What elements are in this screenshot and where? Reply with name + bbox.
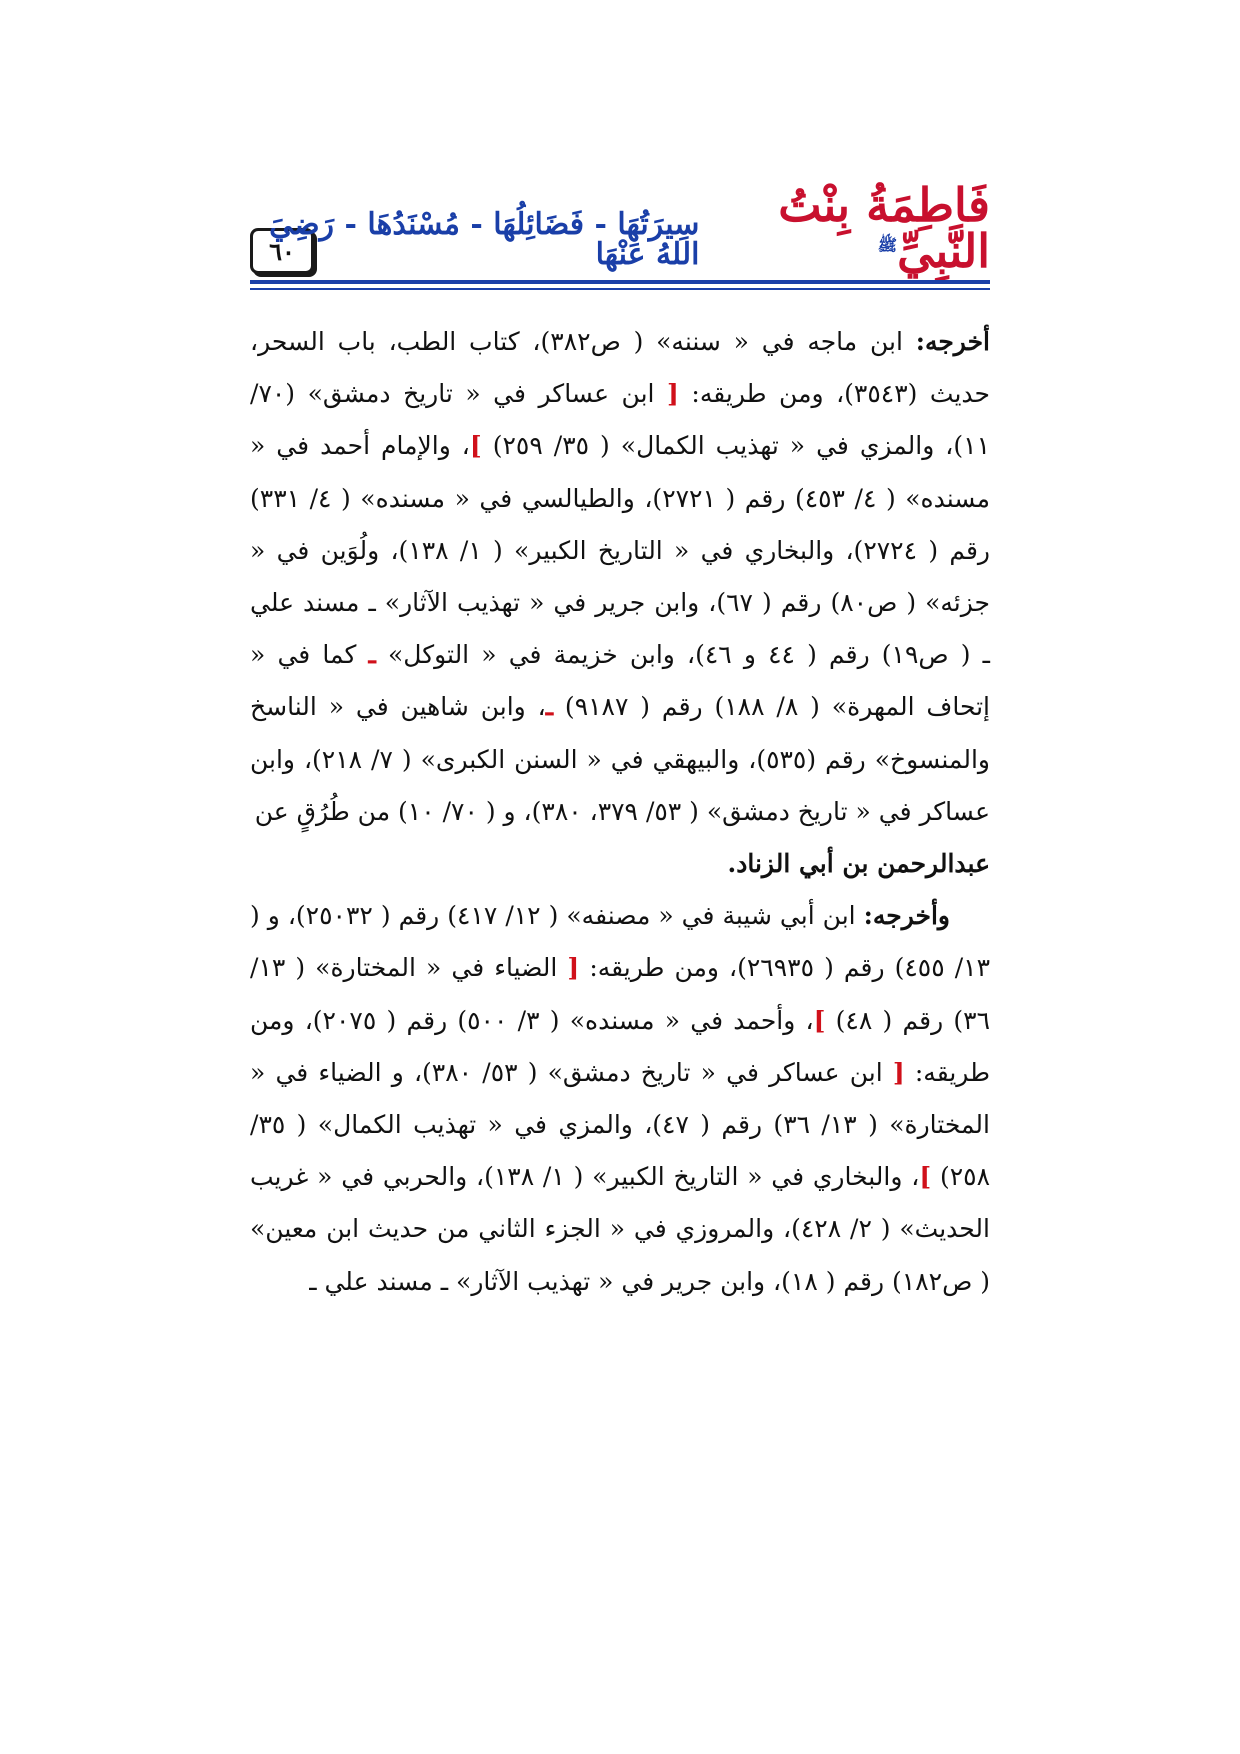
paragraph-1-text-b: ابن عساكر في « تاريخ دمشق» (٧٠/ ١١)، والمزي في « تهذيب الكمال» ( ٣٥/ ٢٥٩) bbox=[250, 379, 990, 461]
bracket-close: ] bbox=[919, 1162, 932, 1192]
paragraph-1-ending: عبدالرحمن بن أبي الزناد. bbox=[727, 849, 990, 879]
page-number: ٦٠ bbox=[250, 228, 314, 274]
paragraph-1-text-d: كما في « إتحاف المهرة» ( ٨/ ١٨٨) رقم ( ٩١٨٧) bbox=[250, 640, 990, 722]
red-dash: ـ bbox=[545, 692, 554, 722]
bracket-open: [ bbox=[892, 1057, 905, 1087]
paragraph-2-text-a: ابن أبي شيبة في « مصنفه» ( ١٢/ ٤١٧) رقم ( ٢٥٠٣٢)، و ( ١٣/ ٤٥٥) رقم ( ٢٦٩٣٥)، ومن طريقه: bbox=[250, 901, 990, 983]
honorific-mark: ﷺ bbox=[877, 235, 898, 255]
bracket-open: [ bbox=[567, 953, 580, 983]
paragraph-2 bbox=[250, 890, 990, 1308]
bracket-close: ] bbox=[813, 1005, 826, 1035]
book-title-main-text: فَاطِمَةُ بِنْتُ النَّبِيِّ bbox=[778, 178, 990, 278]
paragraph-2-lead: وأخرجه: bbox=[863, 901, 950, 931]
bracket-close: ] bbox=[469, 431, 482, 461]
page-header bbox=[250, 178, 990, 290]
book-title-main bbox=[709, 178, 990, 278]
book-subtitle: سِيرَتُهَا - فَضَائِلُهَا - مُسْنَدُهَا - رَضِيَ اللهُ عَنْهَا bbox=[269, 207, 700, 272]
paragraph-1-text-a: ابن ماجه في « سننه» ( ص٣٨٢)، كتاب الطب، باب السحر، حديث (٣٥٤٣)، ومن طريقه: bbox=[250, 327, 990, 409]
paragraph-1-text-e: ، وابن شاهين في « الناسخ والمنسوخ» رقم (٥٣٥)، والبيهقي في « السنن الكبرى» ( ٧/ ٢١٨)، وابن عساكر في « تاريخ دمشق» ( ٥٣/ ٣٧٩، ٣٨٠)، و ( ٧٠/ ١٠) من طُرُقٍ عن bbox=[250, 692, 991, 826]
paragraph-2-text-d: ابن عساكر في « تاريخ دمشق» ( ٥٣/ ٣٨٠)، و الضياء في « المختارة» ( ١٣/ ٣٦) رقم ( ٤٧)، والمزي في « تهذيب الكمال» ( ٣٥/ ٢٥٨) bbox=[250, 1057, 991, 1192]
paragraph-1-text-c: ، والإمام أحمد في « مسنده» ( ٤/ ٤٥٣) رقم ( ٢٧٢١)، والطيالسي في « مسنده» ( ٤/ ٣٣١) رقم ( ٢٧٢٤)، والبخاري في « التاريخ الكبير» ( ١/ ١٣٨)، ولُوَين في « جزئه» ( ص٨٠) رقم ( ٦٧)، وابن جرير في « تهذيب الآثار» ـ مسند علي ـ ( ص١٩) رقم ( ٤٤ و ٤٦)، وابن خزيمة في « التوكل» bbox=[250, 431, 991, 670]
paragraph-1-lead: أخرجه: bbox=[915, 327, 990, 356]
paragraph-1 bbox=[250, 316, 990, 890]
red-dash: ـ bbox=[368, 640, 376, 670]
page-body bbox=[250, 316, 990, 1308]
paragraph-2-text-c: ، وأحمد في « مسنده» ( ٣/ ٥٠٠) رقم ( ٢٠٧٥)، ومن طريقه: bbox=[250, 1005, 991, 1087]
header-rule-thick bbox=[250, 280, 990, 284]
bracket-open: [ bbox=[667, 379, 679, 409]
paragraph-2-text-e: ، والبخاري في « التاريخ الكبير» ( ١/ ١٣٨)، والحربي في « غريب الحديث» ( ٢/ ٤٢٨)، والمروزي في « الجزء الثاني من حديث ابن معين» ( ص١٨٢) رقم ( ١٨)، وابن جرير في « تهذيب الآثار» ـ مسند علي ـ bbox=[250, 1162, 990, 1296]
header-rule-thin bbox=[250, 288, 990, 290]
book-title bbox=[250, 178, 990, 278]
paragraph-2-text-b: الضياء في « المختارة» ( ١٣/ ٣٦) رقم ( ٤٨) bbox=[250, 953, 990, 1035]
